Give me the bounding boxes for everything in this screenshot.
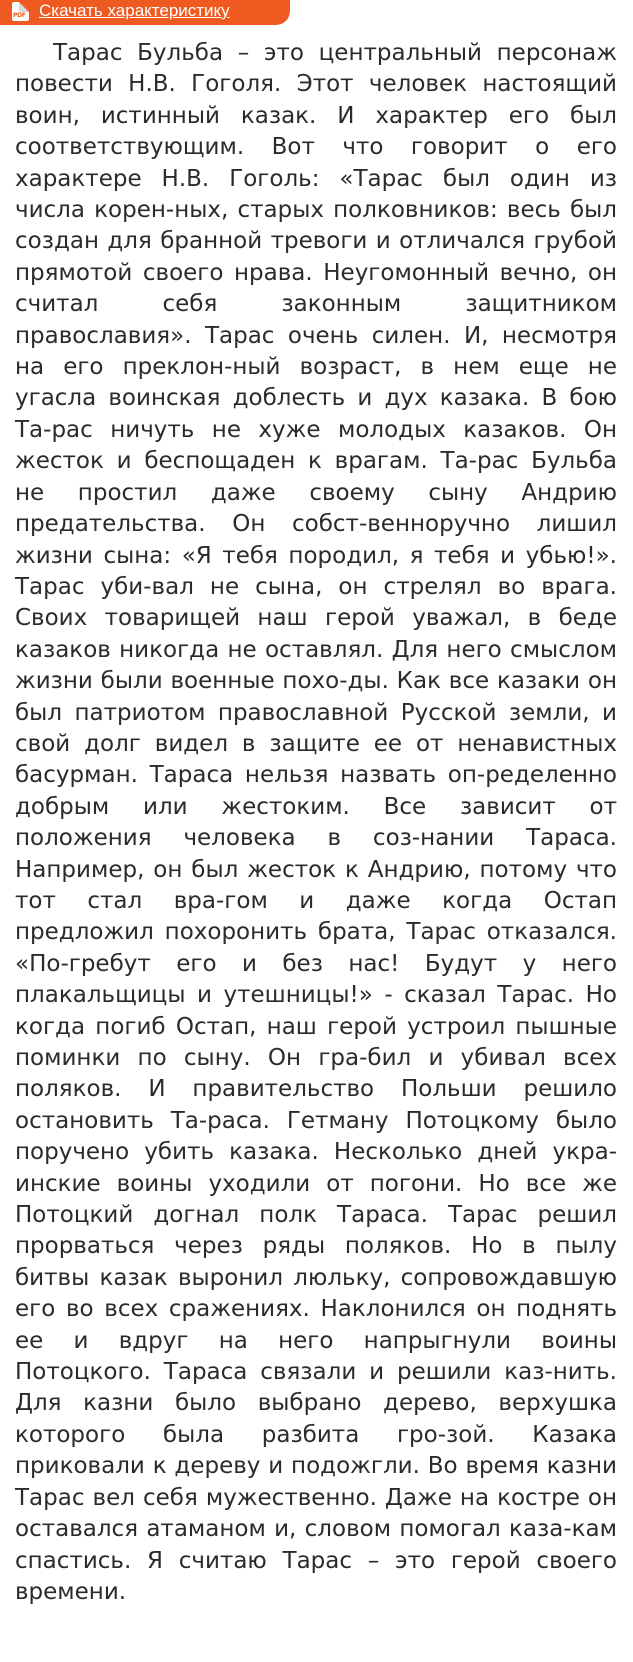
pdf-icon (12, 2, 29, 21)
article-text: Тарас Бульба – это центральный персонаж повести Н.В. Гоголя. Этот человек настоящий воин, истинный казак. И характер его был соответствующим. Вот что говорит о его характере Н.В. Гоголь: «Тарас был один из числа корен-ных, старых полковников: весь был создан для бранной тревоги и отличался грубой прямотой своего нрава. Неугомонный вечно, он считал себя законным защитником православия». Тарас очень силен. И, несмотря на его преклон-ный возраст, в нем еще не угасла воинская доблесть и дух казака. В бою Та-рас ничуть не хуже молодых казаков. Он жесток и беспощаден к врагам. Та-рас Бульба не простил даже своему сыну Андрию предательства. Он собст-венноручно лишил жизни сына: «Я тебя породил, я тебя и убью!». Тарас уби-вал не сына, он стрелял во врага. Своих товарищей наш герой уважал, в беде казаков никогда не оставлял. Для него смыслом жизни были военные похо-ды. Как все казаки он был патриотом православной Русской земли, и свой долг видел в защите ее от ненавистных басурман. Тараса нельзя назвать оп-ределенно добрым или жестоким. Все зависит от положения человека в соз-нании Тараса. Например, он был жесток к Андрию, потому что тот стал вра-гом и даже когда Остап предложил похоронить брата, Тарас отказался. «По-гребут его и без нас! Будут у него плакальщицы и утешницы!» - сказал Тарас. Но когда погиб Остап, наш герой устроил пышные поминки по сыну. Он гра-бил и убивал всех поляков. И правительство Польши решило остановить Та-раса. Гетману Потоцкому было поручено убить казака. Несколько дней укра-инские воины уходили от погони. Но все же Потоцкий догнал полк Тараса. Тарас решил прорваться через ряды поляков. Но в пылу битвы казак выронил люльку, сопровождавшую его во всех сражениях. Наклонился он поднять ее и вдруг на него напрыгнули воины Потоцкого. Тараса связали и решили каз-нить. Для казни было выбрано дерево, верхушка которого была разбита гро-зой. Казака приковали к дереву и подожгли. Во время казни Тарас вел себя мужественно. Даже на костре он оставался атаманом и, словом помогал каза-кам спастись. Я считаю Тарас – это герой своего времени. (15, 40, 617, 1605)
download-link-label: Скачать характеристику (39, 1, 230, 20)
pdf-icon-label: PDF (13, 12, 26, 19)
download-characteristic-button[interactable] (0, 0, 290, 25)
